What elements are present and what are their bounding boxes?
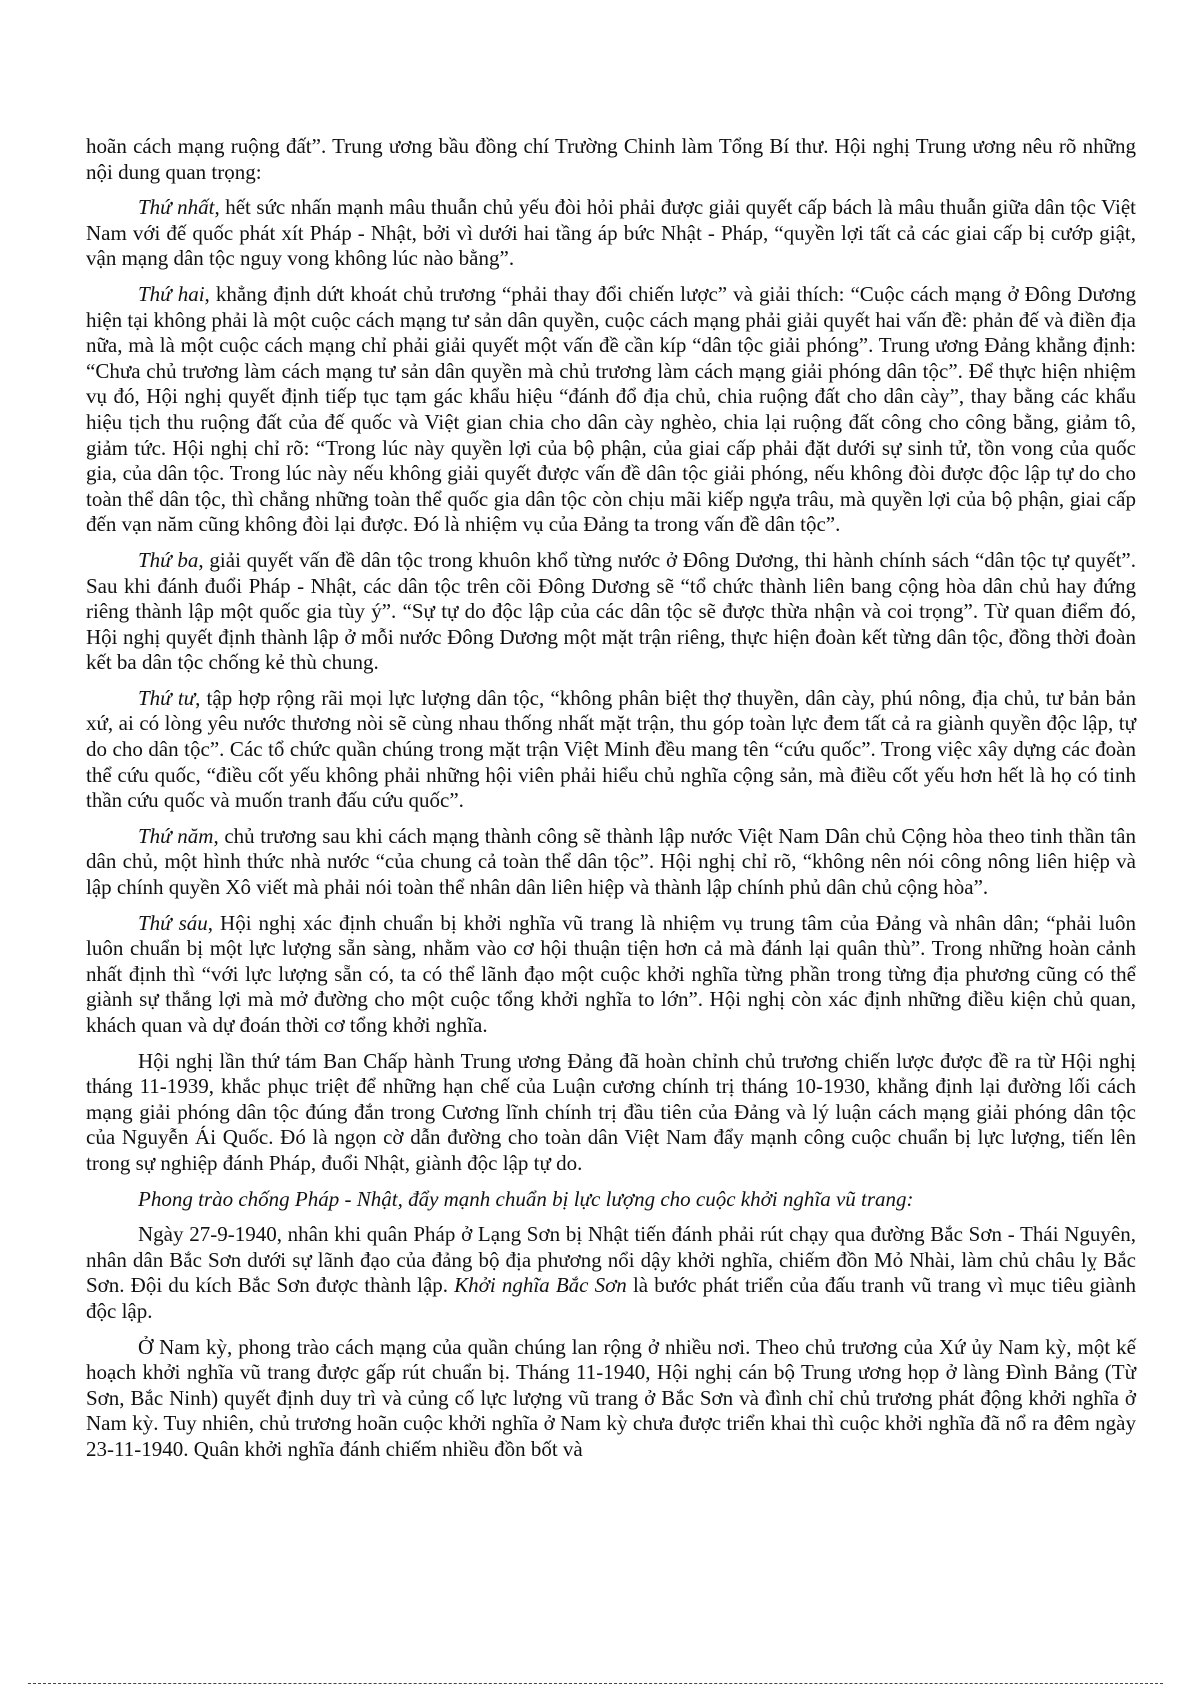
document-page	[86, 134, 1136, 1473]
item-label: Thứ hai	[138, 281, 205, 306]
paragraph-text: là bước phát triển của đấu tranh vũ trang vì mục tiêu giành độc lập.	[86, 1273, 1136, 1323]
paragraph-text: Ngày 27-9-1940, nhân khi quân Pháp ở Lạng Sơn bị Nhật tiến đánh phải rút chạy qua đường Bắc Sơn - Thái Nguyên, nhân dân Bắc Sơn dưới sự lãnh đạo của đảng bộ địa phương nổi dậy khởi nghĩa, chiếm đồn Mỏ Nhài, làm chủ châu lỵ Bắc Sơn. Đội du kích Bắc Sơn được thành lập.	[86, 1222, 1136, 1298]
paragraph	[86, 195, 1136, 272]
paragraph	[86, 1049, 1136, 1177]
paragraph	[86, 911, 1136, 1039]
item-label: Thứ năm	[138, 823, 214, 848]
paragraph-text: , tập hợp rộng rãi mọi lực lượng dân tộc, “không phân biệt thợ thuyền, dân cày, phú nông, địa chủ, tư bản bản xứ, ai có lòng yêu nước thương nòi sẽ cùng nhau thống nhất mặt trận, thu góp toàn lực đem tất cả ra giành quyền độc lập, tự do cho dân tộc”. Các tổ chức quần chúng trong mặt trận Việt Minh đều mang tên “cứu quốc”. Trong việc xây dựng các đoàn thể cứu quốc, “điều cốt yếu không phải những hội viên phải hiểu chủ nghĩa cộng sản, mà điều cốt yếu hơn hết là họ có tinh thần cứu quốc và muốn tranh đấu cứu quốc”.	[86, 685, 1136, 813]
paragraph	[86, 134, 1136, 185]
paragraph-text: , Hội nghị xác định chuẩn bị khởi nghĩa vũ trang là nhiệm vụ trung tâm của Đảng và nhân dân; “phải luôn luôn chuẩn bị một lực lượng sẵn sàng, nhằm vào cơ hội thuận tiện hơn cả mà đánh lại quân thù”. Trong những hoàn cảnh nhất định thì “với lực lượng sẵn có, ta có thể lãnh đạo một cuộc khởi nghĩa từng phần trong từng địa phương cũng có thể giành sự thắng lợi mà mở đường cho một cuộc tổng khởi nghĩa to lớn”. Hội nghị còn xác định những điều kiện chủ quan, khách quan và dự đoán thời cơ tổng khởi nghĩa.	[86, 910, 1136, 1037]
paragraph-text: Hội nghị lần thứ tám Ban Chấp hành Trung ương Đảng đã hoàn chỉnh chủ trương chiến lược được đề ra từ Hội nghị tháng 11-1939, khắc phục triệt để những hạn chế của Luận cương chính trị tháng 10-1930, khẳng định lại đường lối cách mạng giải phóng dân tộc đúng đắn trong Cương lĩnh chính trị đầu tiên của Đảng và lý luận cách mạng giải phóng dân tộc của Nguyễn Ái Quốc. Đó là ngọn cờ dẫn đường cho toàn dân Việt Nam đẩy mạnh công cuộc chuẩn bị lực lượng, tiến lên trong sự nghiệp đánh Pháp, đuổi Nhật, giành độc lập tự do.	[86, 1048, 1136, 1175]
paragraph	[86, 1222, 1136, 1324]
section-heading	[86, 1187, 1136, 1213]
paragraph-text: , khẳng định dứt khoát chủ trương “phải thay đổi chiến lược” và giải thích: “Cuộc cách mạng ở Đông Dương hiện tại không phải là một cuộc cách mạng tư sản dân quyền, cuộc cách mạng phải giải quyết hai vấn đề: phản đế và điền địa nữa, mà là một cuộc cách mạng chỉ phải giải quyết một vấn đề cần kíp “dân tộc giải phóng”. Trung ương Đảng khẳng định: “Chưa chủ trương làm cách mạng tư sản dân quyền mà chủ trương làm cách mạng giải phóng dân tộc”. Để thực hiện nhiệm vụ đó, Hội nghị quyết định tiếp tục tạm gác khẩu hiệu “đánh đổ địa chủ, chia ruộng đất cho dân cày”, thay bằng các khẩu hiệu tịch thu ruộng đất của đế quốc và Việt gian chia cho dân cày nghèo, chia lại ruộng đất công cho công bằng, giảm tô, giảm tức. Hội nghị chỉ rõ: “Trong lúc này quyền lợi của bộ phận, của giai cấp phải đặt dưới sự sinh tử, tồn vong của quốc gia, của dân tộc. Trong lúc này nếu không giải quyết được vấn đề dân tộc giải phóng, nếu không đòi được độc lập tự do cho toàn thể dân tộc, thì chẳng những toàn thể quốc gia dân tộc còn chịu mãi kiếp ngựa trâu, mà quyền lợi của bộ phận, giai cấp đến vạn năm cũng không đòi lại được. Đó là nhiệm vụ của Đảng ta trong vấn đề dân tộc”.	[86, 281, 1137, 537]
page-footer-rule	[28, 1683, 1163, 1684]
paragraph-text: Ở Nam kỳ, phong trào cách mạng của quần chúng lan rộng ở nhiều nơi. Theo chủ trương của Xứ ủy Nam kỳ, một kế hoạch khởi nghĩa vũ trang được gấp rút chuẩn bị. Tháng 11-1940, Hội nghị cán bộ Trung ương họp ở làng Đình Bảng (Từ Sơn, Bắc Ninh) quyết định duy trì và củng cố lực lượng vũ trang ở Bắc Sơn và đình chỉ chủ trương phát động khởi nghĩa ở Nam kỳ. Tuy nhiên, chủ trương hoãn cuộc khởi nghĩa ở Nam kỳ chưa được triển khai thì cuộc khởi nghĩa đã nổ ra đêm ngày 23-11-1940. Quân khởi nghĩa đánh chiếm nhiều đồn bốt và	[86, 1334, 1136, 1461]
paragraph	[86, 282, 1136, 538]
paragraph	[86, 548, 1136, 676]
item-label: Thứ tư	[138, 685, 196, 710]
item-label: Thứ nhất	[138, 195, 215, 220]
paragraph-text: , hết sức nhấn mạnh mâu thuẫn chủ yếu đòi hỏi phải được giải quyết cấp bách là mâu thuẫn giữa dân tộc Việt Nam với đế quốc phát xít Pháp - Nhật, bởi vì dưới hai tầng áp bức Nhật - Pháp, “quyền lợi tất cả các giai cấp bị cướp giật, vận mạng dân tộc nguy vong không lúc nào bằng”.	[86, 195, 1137, 271]
section-heading-text: Phong trào chống Pháp - Nhật, đẩy mạnh chuẩn bị lực lượng cho cuộc khởi nghĩa vũ trang:	[138, 1186, 914, 1211]
item-label: Thứ sáu	[138, 910, 208, 935]
paragraph-text: , chủ trương sau khi cách mạng thành công sẽ thành lập nước Việt Nam Dân chủ Cộng hòa theo tinh thần tân dân chủ, một hình thức nhà nước “của chung cả toàn thể dân tộc”. Hội nghị chỉ rõ, “không nên nói công nông liên hiệp và lập chính quyền Xô viết mà phải nói toàn thể nhân dân liên hiệp và thành lập chính phủ dân chủ cộng hòa”.	[86, 823, 1136, 900]
paragraph	[86, 1335, 1136, 1463]
item-label: Thứ ba	[138, 547, 199, 572]
paragraph	[86, 824, 1136, 901]
paragraph	[86, 686, 1136, 814]
paragraph-text: hoãn cách mạng ruộng đất”. Trung ương bầu đồng chí Trường Chinh làm Tổng Bí thư. Hội nghị Trung ương nêu rõ những nội dung quan trọng:	[86, 134, 1136, 184]
paragraph-text: , giải quyết vấn đề dân tộc trong khuôn khổ từng nước ở Đông Dương, thi hành chính sách “dân tộc tự quyết”. Sau khi đánh đuổi Pháp - Nhật, các dân tộc trên cõi Đông Dương sẽ “tổ chức thành liên bang cộng hòa dân chủ hay đứng riêng thành lập một quốc gia tùy ý”. “Sự tự do độc lập của các dân tộc sẽ được thừa nhận và coi trọng”. Từ quan điểm đó, Hội nghị quyết định thành lập ở mỗi nước Đông Dương một mặt trận riêng, thực hiện đoàn kết từng dân tộc, đồng thời đoàn kết ba dân tộc chống kẻ thù chung.	[86, 547, 1136, 675]
emphasis-text: Khởi nghĩa Bắc Sơn	[454, 1273, 627, 1298]
